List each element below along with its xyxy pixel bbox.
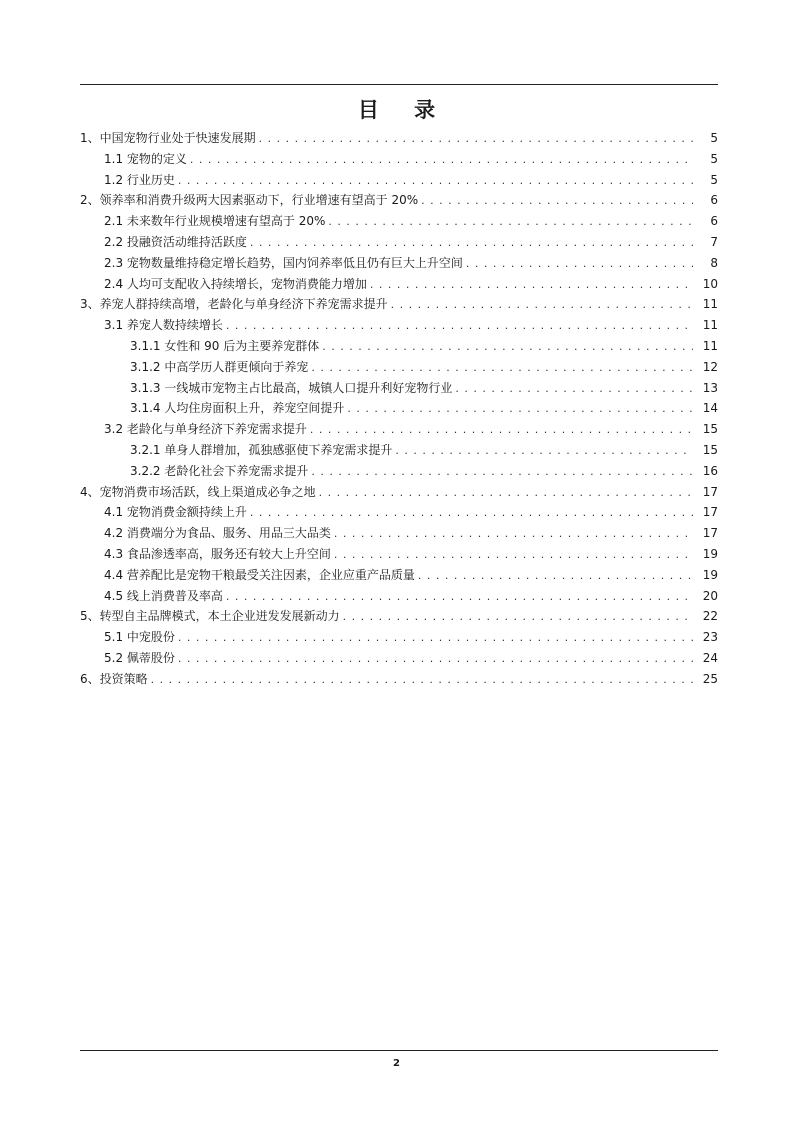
- toc-entry-page: 17: [702, 505, 718, 520]
- toc-entry-page: 25: [702, 671, 718, 686]
- toc-entry-page: 20: [702, 588, 718, 603]
- toc-entry-title: 3.1.2 中高学历人群更倾向于养宠: [130, 359, 309, 374]
- toc-entry-page: 14: [702, 401, 718, 416]
- toc-entry[interactable]: [80, 336, 718, 357]
- toc-entry-title: 2.3 宠物数量维持稳定增长趋势，国内饲养率低且仍有巨大上升空间: [104, 255, 463, 270]
- toc-entry[interactable]: [80, 648, 718, 669]
- header-rule: [80, 84, 718, 85]
- toc-entry-page: 11: [702, 297, 718, 312]
- toc-entry-title: 4.4 营养配比是宠物干粮最受关注因素，企业应重产品质量: [104, 567, 415, 582]
- toc-entry-page: 17: [702, 484, 718, 499]
- toc-entry[interactable]: [80, 523, 718, 544]
- toc-leader-dots: [151, 670, 693, 691]
- toc-entry[interactable]: [80, 544, 718, 565]
- toc-entry-title: 4.2 消费端分为食品、服务、用品三大品类: [104, 526, 331, 541]
- toc-leader-dots: [343, 607, 693, 628]
- toc-entry-title: 2、领养率和消费升级两大因素驱动下，行业增速有望高于 20%: [80, 193, 419, 208]
- toc-entry[interactable]: [80, 149, 718, 170]
- toc-entry[interactable]: [80, 606, 718, 627]
- toc-entry-title: 3.1.3 一线城市宠物主占比最高，城镇人口提升利好宠物行业: [130, 380, 453, 395]
- toc-leader-dots: [328, 212, 693, 233]
- toc-entry[interactable]: [80, 170, 718, 191]
- toc-entry-page: 11: [702, 338, 718, 353]
- toc-entry-title: 2.2 投融资活动维持活跃度: [104, 234, 247, 249]
- toc-leader-dots: [455, 379, 693, 400]
- toc-entry[interactable]: [80, 274, 718, 295]
- toc-entry[interactable]: [80, 315, 718, 336]
- toc-entry-page: 11: [702, 318, 718, 333]
- toc-entry[interactable]: [80, 440, 718, 461]
- toc-leader-dots: [178, 628, 693, 649]
- toc-leader-dots: [226, 316, 693, 337]
- toc-entry[interactable]: [80, 211, 718, 232]
- toc-leader-dots: [226, 587, 693, 608]
- toc-entry[interactable]: [80, 128, 718, 149]
- toc-entry-page: 5: [710, 131, 718, 145]
- toc-entry[interactable]: [80, 419, 718, 440]
- toc-entry[interactable]: [80, 461, 718, 482]
- toc-leader-dots: [311, 462, 693, 483]
- toc-entry-title: 1.1 宠物的定义: [104, 151, 187, 166]
- toc-leader-dots: [250, 503, 693, 524]
- page-number: 2: [393, 1058, 400, 1069]
- toc-entry-title: 3.2.2 老龄化社会下养宠需求提升: [130, 463, 309, 478]
- toc-entry-page: 22: [702, 609, 718, 624]
- toc-entry-page: 12: [702, 359, 718, 374]
- toc-entry-page: 5: [710, 172, 718, 187]
- toc-entry-title: 3.2.1 单身人群增加，孤独感驱使下养宠需求提升: [130, 442, 393, 457]
- toc-entry[interactable]: [80, 586, 718, 607]
- toc-entry-page: 17: [702, 526, 718, 541]
- toc-entry[interactable]: [80, 253, 718, 274]
- toc-entry-title: 5、转型自主品牌模式，本土企业迸发发展新动力: [80, 609, 340, 624]
- toc-entry-page: 23: [702, 630, 718, 645]
- toc-entry[interactable]: [80, 357, 718, 378]
- toc-entry-page: 5: [710, 151, 718, 166]
- toc-entry-title: 2.1 未来数年行业规模增速有望高于 20%: [104, 214, 326, 229]
- toc-entry-title: 5.2 佩蒂股份: [104, 650, 175, 665]
- toc-entry[interactable]: [80, 398, 718, 419]
- toc-leader-dots: [322, 337, 693, 358]
- toc-entry-page: 10: [702, 276, 718, 291]
- toc-entry[interactable]: [80, 482, 718, 503]
- toc-entry-title: 3.1 养宠人数持续增长: [104, 318, 223, 333]
- toc-entry-page: 6: [710, 193, 718, 208]
- table-of-contents: [80, 128, 718, 690]
- toc-entry[interactable]: [80, 378, 718, 399]
- toc-entry[interactable]: [80, 565, 718, 586]
- toc-entry-page: 15: [702, 422, 718, 437]
- toc-leader-dots: [259, 129, 693, 150]
- toc-entry-title: 4.5 线上消费普及率高: [104, 588, 223, 603]
- toc-entry-page: 8: [710, 255, 718, 270]
- toc-entry-title: 5.1 中宠股份: [104, 630, 175, 645]
- toc-entry[interactable]: [80, 669, 718, 690]
- toc-leader-dots: [178, 649, 693, 670]
- toc-entry-page: 6: [710, 214, 718, 229]
- toc-leader-dots: [310, 420, 693, 441]
- toc-leader-dots: [391, 295, 693, 316]
- toc-entry-title: 4、宠物消费市场活跃，线上渠道成必争之地: [80, 484, 316, 499]
- toc-entry-page: 24: [702, 650, 718, 665]
- toc-leader-dots: [334, 524, 693, 545]
- toc-entry-title: 2.4 人均可支配收入持续增长，宠物消费能力增加: [104, 276, 367, 291]
- toc-entry-page: 19: [702, 546, 718, 561]
- page-title: 目 录: [357, 98, 450, 122]
- toc-entry[interactable]: [80, 502, 718, 523]
- toc-leader-dots: [370, 275, 693, 296]
- toc-entry-title: 6、投资策略: [80, 671, 148, 686]
- toc-entry[interactable]: [80, 294, 718, 315]
- toc-entry-title: 3、养宠人群持续高增，老龄化与单身经济下养宠需求提升: [80, 297, 388, 312]
- toc-leader-dots: [250, 233, 693, 254]
- toc-leader-dots: [421, 191, 693, 212]
- toc-leader-dots: [418, 566, 693, 587]
- toc-leader-dots: [311, 358, 693, 379]
- toc-entry[interactable]: [80, 627, 718, 648]
- toc-entry-page: 16: [702, 463, 718, 478]
- toc-entry-page: 19: [702, 567, 718, 582]
- toc-entry-title: 3.1.4 人均住房面积上升，养宠空间提升: [130, 401, 345, 416]
- toc-entry-title: 4.1 宠物消费金额持续上升: [104, 505, 247, 520]
- toc-entry-title: 3.1.1 女性和 90 后为主要养宠群体: [130, 338, 320, 353]
- toc-entry[interactable]: [80, 232, 718, 253]
- toc-leader-dots: [334, 545, 693, 566]
- toc-leader-dots: [347, 399, 693, 420]
- footer-rule: [80, 1050, 718, 1051]
- toc-entry[interactable]: [80, 190, 718, 211]
- toc-entry-page: 15: [702, 442, 718, 457]
- toc-entry-title: 1.2 行业历史: [104, 172, 175, 187]
- toc-entry-page: 7: [710, 234, 718, 249]
- toc-entry-page: 13: [702, 380, 718, 395]
- toc-entry-title: 1、中国宠物行业处于快速发展期: [80, 131, 256, 145]
- toc-entry-title: 4.3 食品渗透率高，服务还有较大上升空间: [104, 546, 331, 561]
- toc-leader-dots: [178, 171, 693, 192]
- toc-entry-title: 3.2 老龄化与单身经济下养宠需求提升: [104, 422, 307, 437]
- toc-leader-dots: [466, 254, 693, 275]
- toc-leader-dots: [395, 441, 693, 462]
- toc-leader-dots: [190, 150, 693, 171]
- toc-leader-dots: [319, 483, 693, 504]
